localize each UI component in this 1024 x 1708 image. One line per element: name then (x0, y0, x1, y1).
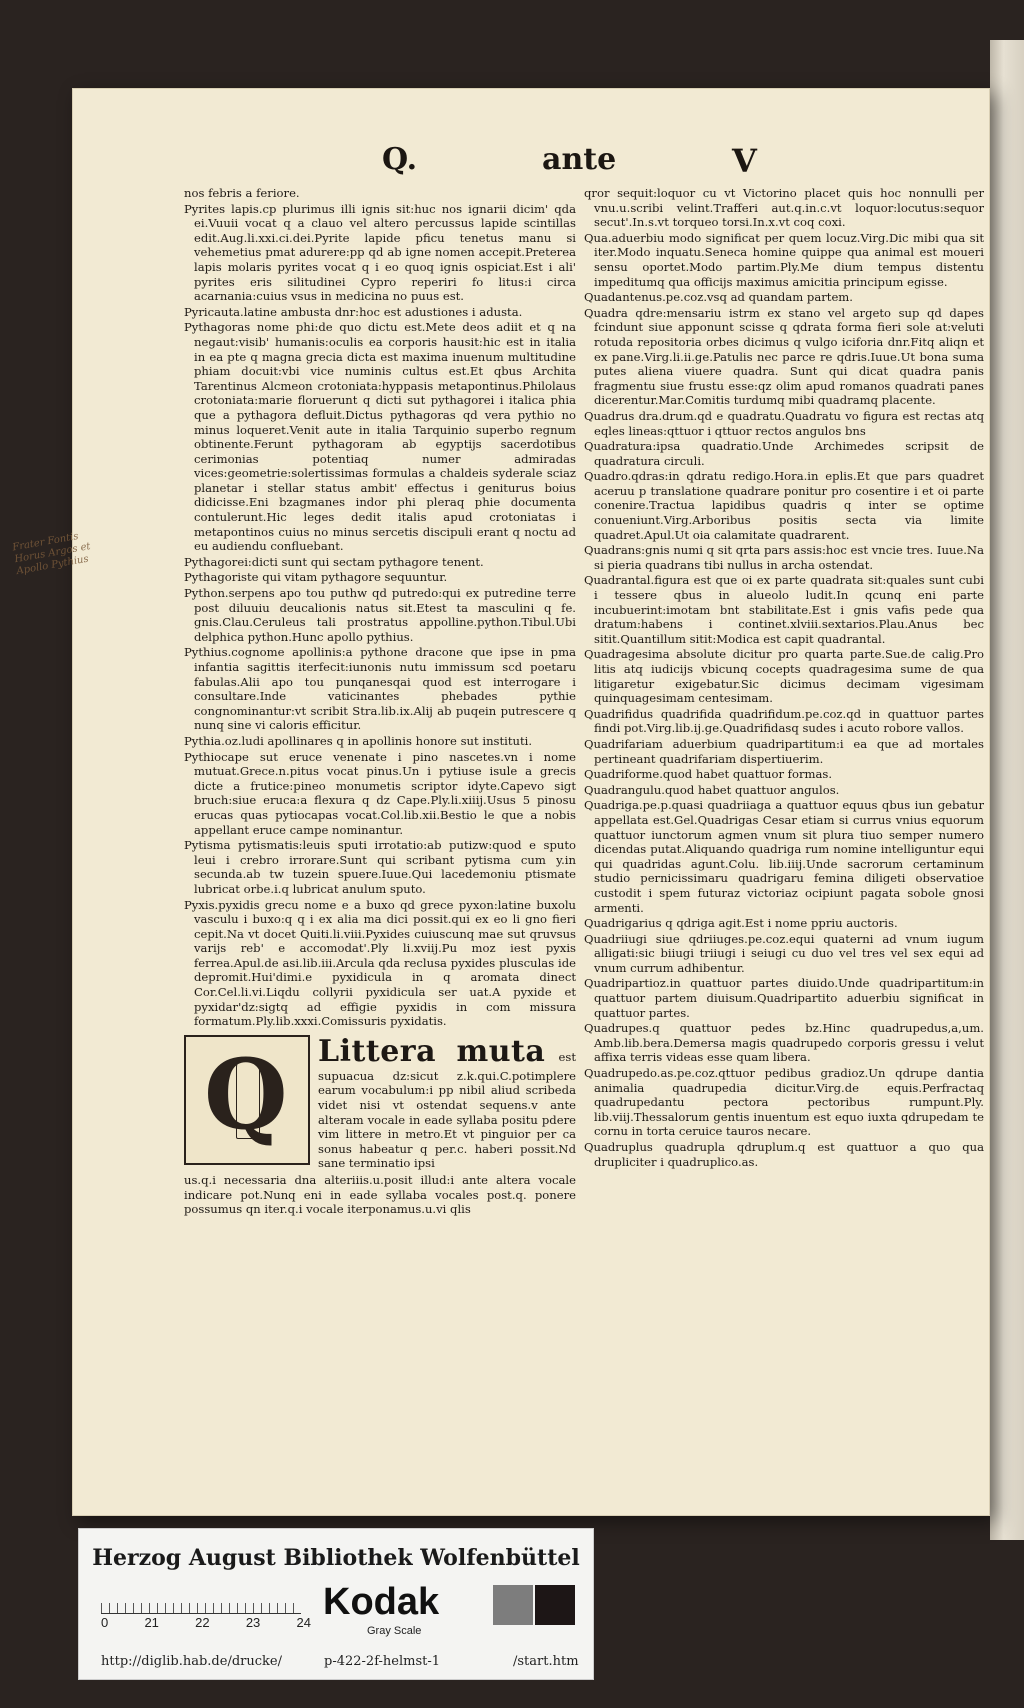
ruler-scale (101, 1585, 301, 1614)
entry: Quadrantal.figura est que oi ex parte quadrata sit:quales sunt cubi i tessere qbus in alueolo ludit.In qcunq eni parte incubuerint:imotam bnt stabilitate.Est i gnis vafis pede qua dratum:habens i continet.xlviii.sextarios.Plau.Anus bec sitit.Quantillum sitit:Modica est capit quadrantal. (584, 573, 984, 646)
url-start-link[interactable]: /start.htm (513, 1654, 579, 1669)
entry: Pytisma pytismatis:leuis sputi irrotatio:ab putizw:quod e sputo leui i crebro irrorare.Sunt qui scribant pytisma cum y.in secunda.ab tw tuzein spuere.Iuue.Qui lacedemoniu ptismate lubricat orbe.i.q lubricat anulum sputo. (184, 838, 576, 896)
gray-scale-label: Gray Scale (367, 1625, 422, 1637)
library-color-strip (78, 1528, 594, 1680)
running-header (72, 142, 990, 182)
entry: Pythius.cognome apollinis:a pythone dracone que ipse in pma infantia sagittis iterfecit:iunonis nutu immissum scd poetaru fabulas.Alii apo tou punqanesqai quod est interrogare i consultare.Inde vaticinantes phebades pythie congnominantur:vt scribit Stra.lib.ix.Alij ab puqein putrescere q nunq sine vi caloris efficitur. (184, 645, 576, 733)
entry: Quadratura:ipsa quadratio.Unde Archimedes scripsit de quadratura circuli. (584, 439, 984, 468)
ruler-tick: 0 (101, 1615, 109, 1630)
entry: Qua.aduerbiu modo significat per quem locuz.Virg.Dic mibi qua sit iter.Modo inquatu.Seneca homine quippe qua animal est moueri sensu oportet.Modo partim.Ply.Me dium tempus distentu impeditumq qua officijs maximus amicitia principum egisse. (584, 230, 984, 289)
right-column (584, 186, 984, 1328)
entry: us.q.i necessaria dna alteriiis.u.posit illud:i ante altera vocale indicare pot.Nunq eni in eade syllaba vocales post.q. ponere possumus qn iter.q.i vocale iterponamus.u.vi qlis (184, 1173, 576, 1217)
entry: Quadriforme.quod habet quattuor formas. (584, 767, 833, 782)
entry: Pythagoras nome phi:de quo dictu est.Mete deos adiit et q na negaut:visib' humanis:oculis ea corporis hausit:hic est in italia in ea pte q magna grecia dicta est maxima inuenum multitudine phiam docuit:vbi vice numinis cultus est.Et qbus Archita Tarentinus Alcmeon crotoniata:hyppasis metapontinus.Philolaus crotoniata:marie floruerunt q dicti sut pythagorei i italica phia que a pythagora defluit.Dictus pythagoras qd vera pythio no minus loqueret.Venit aute in italia Tarquinio superbo regnum obtinente.Ferunt pythagoram ab egyptijs sacerdotibus cerimonias potentiaq numer admiradas vices:geometrie:solertissimas formulas a chaldeis syderale sciaz planetar i stellar status ambit' effectus i geniturus boius didicisse.Eni bzagmanes indor phi pleraq phie documenta contulerunt.Hic leges dedit italis apud crotoniatas i metapontinos cuius no minus sercetis discipuli erant q noctu ad eu audiendu confluebant. (184, 320, 576, 554)
left-column (184, 186, 576, 1342)
ruler-tick: 22 (195, 1615, 210, 1630)
entry: Quadra qdre:mensariu istrm ex stano vel argeto sup qd dapes fcindunt siue apponunt scisse q qdrata forma fieri sole at:veluti rotuda repositoria orbes dicimus q vulgo iciforia dnr.Fitq aliqn et ex pane.Virg.li.ii.ge.Patulis nec parce re qdris.Iuue.Ut bona suma putes aliena viuere quadra. Sunt qui dicat quadra panis fragmentu siue frustu esse:qz olim apud romanos quadrati panes dicerentur.Mar.Comitis turdumq mibi quadramq placente. (584, 305, 984, 408)
entry: Pyrites lapis.cp plurimus illi ignis sit:huc nos ignarii dicim' qda ei.Vuuii vocat q a clauo vel altero percussus lapide scintillas edit.Aug.li.xxi.ci.dei.Pyrite lapide pficu tenetus manu si vehemetius pmat adurere:pp qd ab igne nomen accepit.Preterea lapis molaris pyrites vocat q i eo quoq ignis ospiciat.Est i ali' pyrites eris silitudinei Cypro reperiri fo litus:i circa acarnania:cuius vsus in medicina no puus est. (184, 201, 576, 304)
entry: Quadro.qdras:in qdratu redigo.Hora.in eplis.Et que pars quadret aceruu p translatione quadrare ponitur pro cosentire i et oi parte conenire.Tractua lapidibus quadris q inter se optime conueniunt.Virg.Arboribus positis secta via limite quadret.Apul.Ut oia calamitate quadrarent. (584, 469, 984, 542)
entry: Pythagorei:dicti sunt qui sectam pythagore tenent. (184, 554, 484, 569)
next-page-edge (990, 40, 1024, 1540)
header-right: V (732, 142, 757, 180)
entry: Quadantenus.pe.coz.vsq ad quandam partem. (584, 290, 853, 305)
headline-tail: est supuacua (318, 1049, 576, 1083)
entry: Quadripartioz.in quattuor partes diuido.Unde quadripartitum:in quattuor partem diuisum.Quadripartito aduerbiu significat in quattuor partes. (584, 976, 984, 1020)
entry: Quadrus dra.drum.qd e quadratu.Quadratu vo figura est rectas atq eqles lineas:qttuor i qttuor rectos angulos bns (584, 408, 984, 438)
gray-swatch (493, 1585, 533, 1625)
ruler-tick: 24 (296, 1615, 311, 1630)
entry: Quadrigarius q qdriga agit.Est i nome ppriu auctoris. (584, 916, 898, 931)
decorated-initial (184, 1035, 310, 1165)
ruler-tick: 21 (144, 1615, 159, 1630)
ruler-ticks (101, 1615, 311, 1630)
header-left: Q. (382, 142, 418, 177)
kodak-logo: Kodak (323, 1581, 440, 1623)
entry: nos febris a feriore. (184, 186, 300, 200)
entry: Quadrans:gnis numi q sit qrta pars assis:hoc est vncie tres. Iuue.Na si pieria quadrans tibi nullus in archa ostendat. (584, 543, 984, 572)
handwritten-margin-note: Frater Fontis Horus Argos et Apollo Pythius (11, 531, 92, 578)
entry: Quadragesima absolute dicitur pro quarta parte.Sue.de calig.Pro litis atq iudicijs vbicunq cocepts quadragesima sume de qua litigaretur exigebatur.Sic dicimus decimam vigesimam quinquagesimam centesimam. (584, 647, 984, 706)
entry: qror sequit:loquor cu vt Victorino placet quis hoc nonnulli per vnu.u.scribi velint.Trafferi aut.q.in.c.vt loquor:locutus:sequor secut'.In.s.vt torqueo torsi.In.x.vt coq coxi. (584, 186, 984, 230)
book-page (72, 88, 990, 1516)
entry: Quadriga.pe.p.quasi quadriiaga a quattuor equus qbus iun gebatur appellata est.Gel.Quadrigas Cesar etiam si currus vnius equorum quattuor iunctorum agmen vnum sit plura tiuo semper numero dicendas putat.Aliquando quadriga rum nomine intelliguntur equi qui quadridas agunt.Colu. lib.iiij.Unde sacrorum certaminum studio pernicissimaru quadrigaru femina diligeti observatioe custodit i spem futuraz victoriaz ocipiunt pagata sobole gnosi armenti. (584, 798, 984, 915)
entry: Python.serpens apo tou puthw qd putredo:qui ex putredine terre post diluuiu deucalionis natus sit.Etest ta masculini q fe. gnis.Clau.Ceruleus tali prostratus appolline.python.Tibul.Ubi delphica python.Hunc apollo pythius. (184, 586, 576, 644)
entry: Quadriiugi siue qdriiuges.pe.coz.equi quaterni ad vnum iugum alligati:sic biiugi triiugi i seiugi cu duo vel tres vel sex equi ad vnum currum adhibentur. (584, 931, 984, 975)
entry: Quadrifariam aduerbium quadripartitum:i ea que ad mortales pertineant quadrifariam dispertiuerim. (584, 736, 984, 766)
header-center: ante (542, 142, 617, 177)
entry: Pythiocape sut eruce venenate i pino nascetes.vn i nome mutuat.Grece.n.pitus vocat pinus.Un i pytiuse isule a grecis dicte a frutice:pineo monumetis scriptor idyte.Capevo sigt bruch:siue eruca:a flexura q dz Cape.Ply.li.xiiij.Usus 5 pinosu erucas quas pytiocapas vocat.Col.lib.xii.Bestio le que a nobis appellant eruce campe nominantur. (184, 749, 576, 837)
url-id: p-422-2f-helmst-1 (324, 1654, 441, 1669)
entry: Pyricauta.latine ambusta dnr:hoc est adustiones i adusta. (184, 304, 523, 319)
url-base-link[interactable]: http://diglib.hab.de/drucke/ (101, 1654, 282, 1669)
figure-illustration-icon (236, 1057, 260, 1139)
section-initial-block (184, 1035, 576, 1171)
library-name: Herzog August Bibliothek Wolfenbüttel (92, 1545, 580, 1571)
entry: Pythia.oz.ludi apollinares q in apollinis honore sut instituti. (184, 733, 533, 748)
entry: Quadrupes.q quattuor pedes bz.Hinc quadrupedus,a,um. Amb.lib.bera.Demersa magis quadrupedo corporis gressu i velut affixa terris videas esse quam libera. (584, 1021, 984, 1065)
initial-letter: Q (204, 1037, 288, 1151)
entry: Quadrupedo.as.pe.coz.qttuor pedibus gradioz.Un qdrupe dantia animalia quadrupedia dicitur.Virg.de equis.Perfractaq quadrupedantu pectora pectoribus rumpunt.Ply. lib.viij.Thessalorum gentis inuentum est equo iuxta qdrupedam te cornu in torta ceruice tauros necare. (584, 1066, 984, 1139)
entry: Quadrangulu.quod habet quattuor angulos. (584, 782, 840, 797)
entry: Quadrifidus quadrifida quadrifidum.pe.coz.qd in quattuor partes findi pot.Virg.lib.ij.ge.Quadrifidasq sudes i acuto robore vallos. (584, 706, 984, 736)
initial-body: dz:sicut z.k.qui.C.potimplere earum vocabulum:i pp nibil aliud scribeda videt nisi vt ostendat sequens.v ante alteram vocale in eade syllaba positu pdere vim littere in metro.Et vt pinguior per ca sonus habeatur q per.c. haberi possit.Nd sane terminatio ipsi (318, 1068, 576, 1171)
section-headline: Littera muta (318, 1033, 546, 1069)
initial-text (318, 1035, 576, 1171)
black-swatch (535, 1585, 575, 1625)
entry: Quadruplus quadrupla qdruplum.q est quattuor a quo qua drupliciter i quadruplico.as. (584, 1140, 984, 1169)
ruler-tick: 23 (245, 1615, 261, 1630)
entry: Pythagoriste qui vitam pythagore sequuntur. (184, 570, 448, 585)
entry: Pyxis.pyxidis grecu nome e a buxo qd grece pyxon:latine buxolu vasculu i buxo:q q i ex alia ma dici possit.qui ex eo li gno fieri cepit.Na vt docet Quiti.li.viii.Pyxides cuiuscunq mae sut qruvsus varijs reb' e accomodat'.Ply li.xviij.Pu moz iest pyxis ferrea.Apul.de asi.lib.iii.Arcula qda reclusa pyxides plusculas ide depromit.Hui'dimi.e pyxidicula in q aromata dinect Cor.Cel.li.vi.Liqdu collyrii pyxidicula ser uat.A pyxide et pyxidar'dz:sigtq ad effigie pyxidis in com missura formatum.Ply.lib.xxxi.Comissuris pyxidatis. (184, 897, 576, 1029)
